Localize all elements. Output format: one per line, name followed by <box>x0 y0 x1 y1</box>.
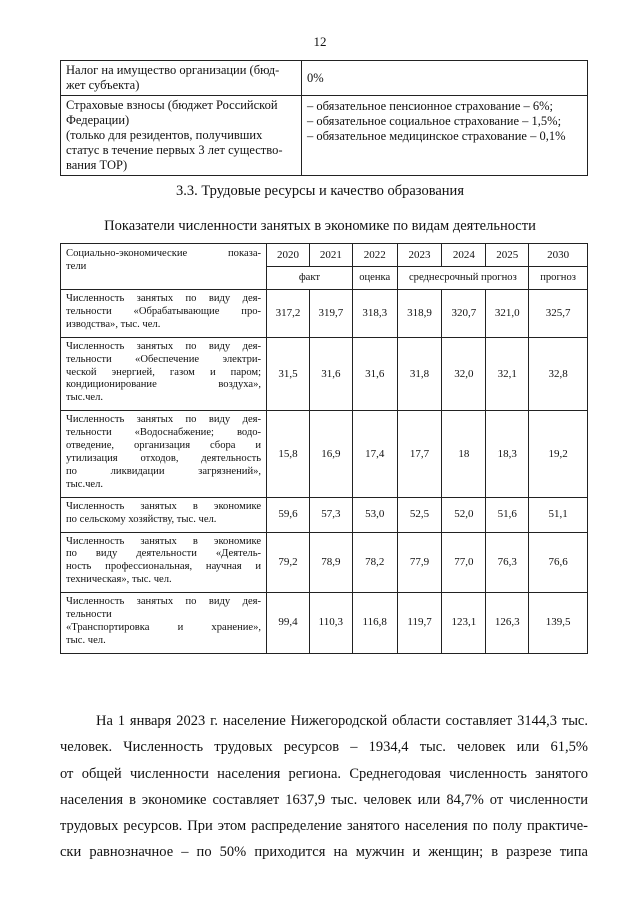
value-cell: 110,3 <box>309 593 352 654</box>
row-label-cell <box>61 593 267 654</box>
value-cell: 31,8 <box>397 337 442 411</box>
table-row <box>61 337 588 411</box>
table-row <box>61 96 588 176</box>
cell-line: Численность занятых в экономике <box>66 500 262 512</box>
tax-name-cell <box>61 61 302 96</box>
cell-line: 0% <box>307 71 324 85</box>
value-cell: 32,1 <box>486 337 529 411</box>
paragraph-line: человек. Численность трудовых ресурсов – 1934,4 тыс. человек или 61,5% <box>60 739 588 756</box>
table-row <box>61 497 588 532</box>
cell-line: Страховые взносы (бюджет Российской <box>66 98 278 112</box>
value-cell: 59,6 <box>267 497 310 532</box>
value-cell: 79,2 <box>267 532 310 593</box>
year-header: 2025 <box>486 244 529 267</box>
value-cell: 77,9 <box>397 532 442 593</box>
table-row <box>61 411 588 497</box>
value-cell: 119,7 <box>397 593 442 654</box>
table-row <box>61 290 588 338</box>
cell-line: тельности <box>66 609 112 621</box>
value-cell: 139,5 <box>529 593 588 654</box>
tax-name-cell <box>61 96 302 176</box>
value-cell: 57,3 <box>309 497 352 532</box>
group-header: среднесрочный прогноз <box>397 267 529 290</box>
cell-line: тыс. чел. <box>66 634 106 646</box>
cell-line: ческой энергией, газом и паром; <box>66 366 262 378</box>
year-header: 2022 <box>352 244 397 267</box>
cell-line: Численность занятых по виду дея- <box>66 414 262 426</box>
paragraph-line: трудовых ресурсов. При этом распределение занятого населения по полу практиче- <box>60 818 588 835</box>
year-header: 2021 <box>309 244 352 267</box>
group-header: прогноз <box>529 267 588 290</box>
cell-line: статус в течение первых 3 лет существо- <box>66 143 283 157</box>
value-cell: 99,4 <box>267 593 310 654</box>
value-cell: 325,7 <box>529 290 588 338</box>
cell-line: изводства», тыс. чел. <box>66 318 161 330</box>
cell-line: Численность занятых по виду дея- <box>66 293 262 304</box>
cell-line: «Транспортировка и хранение», <box>66 621 262 633</box>
cell-line: – обязательное социальное страхование – 1,5%; <box>307 114 562 128</box>
value-cell: 76,6 <box>529 532 588 593</box>
row-label-cell <box>61 411 267 497</box>
group-header: факт <box>267 267 353 290</box>
value-cell: 78,9 <box>309 532 352 593</box>
value-cell: 17,4 <box>352 411 397 497</box>
value-cell: 32,8 <box>529 337 588 411</box>
value-cell: 18 <box>442 411 486 497</box>
row-label-cell <box>61 290 267 338</box>
year-header: 2020 <box>267 244 310 267</box>
value-cell: 32,0 <box>442 337 486 411</box>
cell-line: утилизация отходов, деятельность <box>66 452 262 464</box>
indicators-table <box>60 243 588 654</box>
value-cell: 31,6 <box>352 337 397 411</box>
table-caption: Показатели численности занятых в экономике по видам деятельности <box>104 218 536 234</box>
cell-line: тельности «Водоснабжение; водо- <box>66 427 262 439</box>
value-cell: 78,2 <box>352 532 397 593</box>
value-cell: 126,3 <box>486 593 529 654</box>
value-cell: 52,5 <box>397 497 442 532</box>
value-cell: 17,7 <box>397 411 442 497</box>
tax-value-cell <box>302 61 588 96</box>
year-header: 2030 <box>529 244 588 267</box>
cell-line: по ликвидации загрязнений», <box>66 465 262 477</box>
value-cell: 53,0 <box>352 497 397 532</box>
value-cell: 77,0 <box>442 532 486 593</box>
cell-line: по сельскому хозяйству, тыс. чел. <box>66 513 217 525</box>
paragraph-line: ски равнозначное – по 50% приходится на мужчин и женщин; в разрезе типа <box>60 844 588 861</box>
section-title: 3.3. Трудовые ресурсы и качество образования <box>176 183 464 199</box>
cell-line: техническая», тыс. чел. <box>66 574 172 586</box>
table-row <box>61 593 588 654</box>
cell-line: Социально-экономические показа- <box>66 248 262 259</box>
row-label-cell <box>61 532 267 593</box>
cell-line: вания ТОР) <box>66 158 128 172</box>
value-cell: 31,6 <box>309 337 352 411</box>
header-label-cell <box>61 244 267 290</box>
value-cell: 76,3 <box>486 532 529 593</box>
year-header: 2023 <box>397 244 442 267</box>
cell-line: отведение, организация сбора и <box>66 440 262 452</box>
cell-line: – обязательное пенсионное страхование – 6%; <box>307 99 554 113</box>
body-paragraph <box>60 708 588 866</box>
paragraph-line: населения в экономике составляет 1637,9 тыс. человек или 84,7% от численности <box>60 791 588 808</box>
paragraph-line: от общей численности населения региона. Среднегодовая численность занятого <box>60 765 588 782</box>
cell-line: Численность занятых по виду дея- <box>66 596 262 608</box>
tax-table <box>60 60 588 176</box>
paragraph-line: На 1 января 2023 г. население Нижегородской области составляет 3144,3 тыс. <box>96 713 588 729</box>
cell-line: тыс.чел. <box>66 478 104 490</box>
cell-line: Налог на имущество организации (бюд- <box>66 63 280 77</box>
value-cell: 51,1 <box>529 497 588 532</box>
table-row <box>61 61 588 96</box>
cell-line: тыс.чел. <box>66 392 104 404</box>
cell-line: тели <box>66 260 87 272</box>
value-cell: 15,8 <box>267 411 310 497</box>
value-cell: 19,2 <box>529 411 588 497</box>
table-row <box>61 532 588 593</box>
value-cell: 321,0 <box>486 290 529 338</box>
value-cell: 318,3 <box>352 290 397 338</box>
cell-line: тельности «Обрабатывающие про- <box>66 305 262 317</box>
cell-line: кондиционирование воздуха», <box>66 379 262 391</box>
page-number: 12 <box>313 34 327 49</box>
value-cell: 52,0 <box>442 497 486 532</box>
year-header: 2024 <box>442 244 486 267</box>
value-cell: 318,9 <box>397 290 442 338</box>
cell-line: тельности «Обеспечение электри- <box>66 353 262 365</box>
cell-line: ность профессиональная, научная и <box>66 561 262 573</box>
cell-line: Численность занятых по виду дея- <box>66 340 262 352</box>
value-cell: 18,3 <box>486 411 529 497</box>
tax-value-cell <box>302 96 588 176</box>
value-cell: 317,2 <box>267 290 310 338</box>
group-header: оценка <box>352 267 397 290</box>
value-cell: 31,5 <box>267 337 310 411</box>
cell-line: по виду деятельности «Деятель- <box>66 548 262 560</box>
row-label-cell <box>61 497 267 532</box>
cell-line: Федерации) <box>66 113 130 127</box>
value-cell: 123,1 <box>442 593 486 654</box>
cell-line: Численность занятых в экономике <box>66 535 262 547</box>
row-label-cell <box>61 337 267 411</box>
cell-line: – обязательное медицинское страхование – 0,1% <box>307 129 566 143</box>
value-cell: 320,7 <box>442 290 486 338</box>
cell-line: (только для резидентов, получивших <box>66 128 263 142</box>
cell-line: жет субъекта) <box>66 78 140 92</box>
value-cell: 116,8 <box>352 593 397 654</box>
table-header-row <box>61 244 588 267</box>
value-cell: 16,9 <box>309 411 352 497</box>
value-cell: 51,6 <box>486 497 529 532</box>
value-cell: 319,7 <box>309 290 352 338</box>
